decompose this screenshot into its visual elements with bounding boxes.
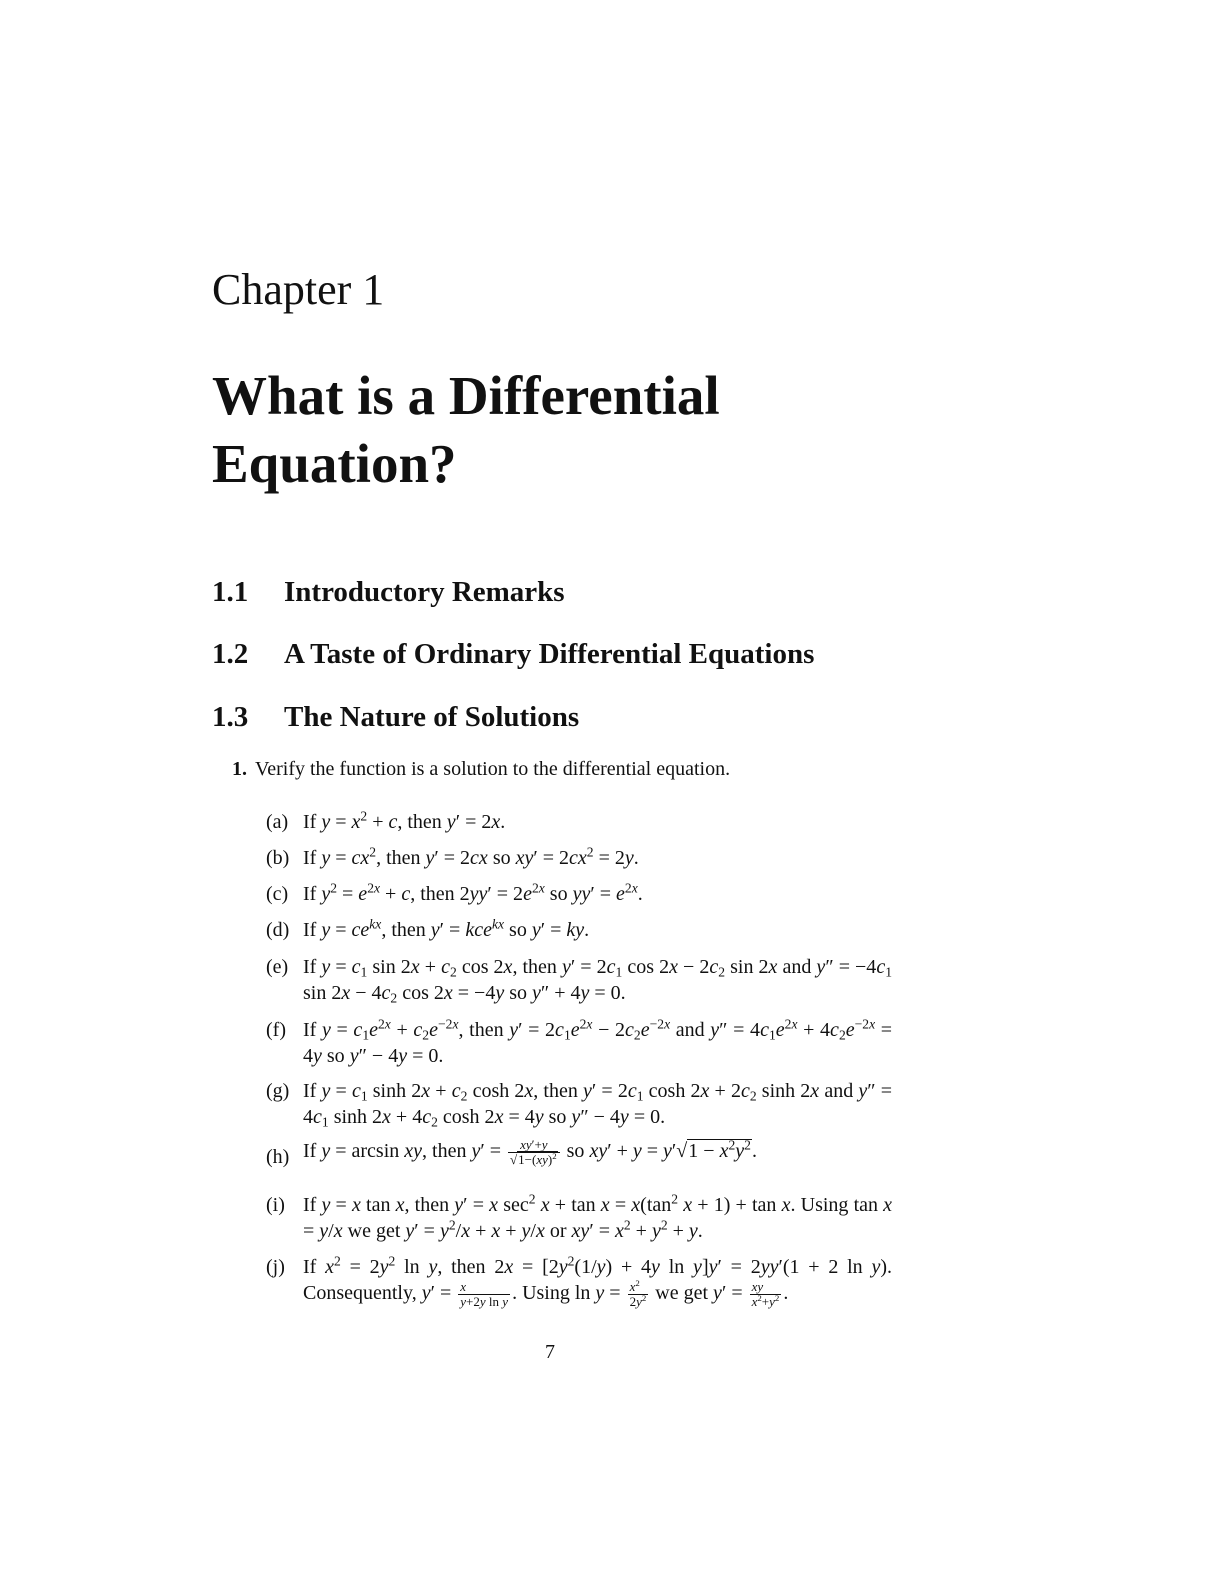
part-label: (i) [266,1194,285,1216]
solution-part-b [266,845,892,871]
section-title: The Nature of Solutions [284,701,580,733]
chapter-title: What is a Differential Equation? [212,365,720,494]
problem-text: Verify the function is a solution to the differential equation. [255,758,731,780]
part-equation: If $y = c_1$ $\sin 2x + c_2$ cos 2x, then $y' = 2c_1$ $\cos 2x - 2c_2$ sin 2x and $y'' = -4c_1$ $\sin 2x - 4c_2$ cos 2x = −4y so y″ + 4y = 0. [303,956,892,1006]
part-equation: If $y^2 = e^{2x} + c$, then $2yy' = 2e^{2x}$ so $yy' = e^{2x}$. [303,880,643,905]
solution-part-d [266,917,892,943]
solution-part-g [266,1078,892,1130]
section-title: Introductory Remarks [284,576,565,608]
part-equation: If $y = cx^2$, then y′ = 2cx so $xy' = 2cx^2 = 2y$. [303,844,639,869]
section-heading-1-2 [212,636,814,672]
fraction: $\frac{xy'+y}{√1-(xy)^2}$ [508,1138,560,1167]
part-label: (f) [266,1019,286,1041]
section-number: 1.1 [212,576,249,608]
part-label: (c) [266,883,289,905]
section-heading-1-3 [212,699,579,735]
problem-number: 1. [232,758,247,780]
part-equation: If $y = c_1e^{2x} + c_2e^{-2x}$, then $y' = 2c_1e^{2x} - 2c_2e^{-2x}$ and $y'' = 4c_1e^{2x} + 4c_2e^{-2x} = 4y$ so y″ − 4y = 0. [303,1016,893,1067]
solution-part-c [266,881,892,907]
part-label: (d) [266,919,290,941]
part-equation: If y = x tan x, then y′ = x $\sec^2 x + \tan x = x(\tan^2$ x + 1) + tan x. Using tan x = y/x we get $y' = y^2/x + x + y/x$ or $xy' = x^2 + y^2 + y$. [303,1191,893,1242]
part-label: (a) [266,811,289,833]
section-number: 1.2 [212,638,249,670]
section-number: 1.3 [212,701,249,733]
fraction: $\frac{x}{\text{y+2y ln y}}$ [460,1279,509,1309]
part-equation: If $y = c_1$ $\sinh 2x + c_2$ cosh 2x, then $y' = 2c_1$ $\cosh 2x + 2c_2$ sinh 2x and $y'' = 4c_1$ $\sinh 2x + 4c_2$ cosh 2x = 4y so y″ − 4y = 0. [303,1080,892,1130]
part-label: (j) [266,1256,285,1278]
solution-part-e [266,954,892,1006]
chapter-label: Chapter 1 [212,265,385,314]
part-label: (b) [266,847,290,869]
part-equation: If y = arcsin xy, then y′ = $\frac{xy'+y}{√1-(xy)^2}$ so $xy' + y = y'√1 - x^2y^2$. [303,1137,757,1167]
part-label: (h) [266,1146,290,1168]
section-title: A Taste of Ordinary Differential Equations [284,638,815,670]
part-equation: If $y = x^2 + c$, then y′ = 2x. [303,808,506,833]
part-equation: If $x^2 = 2y^2$ ln y, then $2x = [2y^2(1/y) + 4y$ ln y]y′ = 2yy′(1 + 2 ln y). Consequently, y′ = $\frac{x}{\text{y+2y ln y}}$ . Using ln y = $\frac{x^2}{2y^2}$ we get y′ = $\frac{xy}{x^2+y^2}$ . [303,1253,893,1309]
solution-part-f [266,1017,892,1069]
solution-part-i [266,1192,892,1244]
part-equation: If $y = ce^{kx}$, then y′ = kce$^{kx}$ so y′ = ky. [303,916,590,941]
problem-statement [232,755,730,783]
section-heading-1-1 [212,574,565,610]
solution-part-a [266,809,892,835]
solution-part-h [266,1138,892,1167]
page-number: 7 [545,1341,555,1363]
part-label: (g) [266,1080,290,1102]
fraction: $\frac{x^2}{2y^2}$ [629,1278,647,1309]
solution-part-j [266,1254,892,1309]
part-label: (e) [266,956,289,978]
fraction: $\frac{xy}{x^2+y^2}$ [751,1279,780,1309]
